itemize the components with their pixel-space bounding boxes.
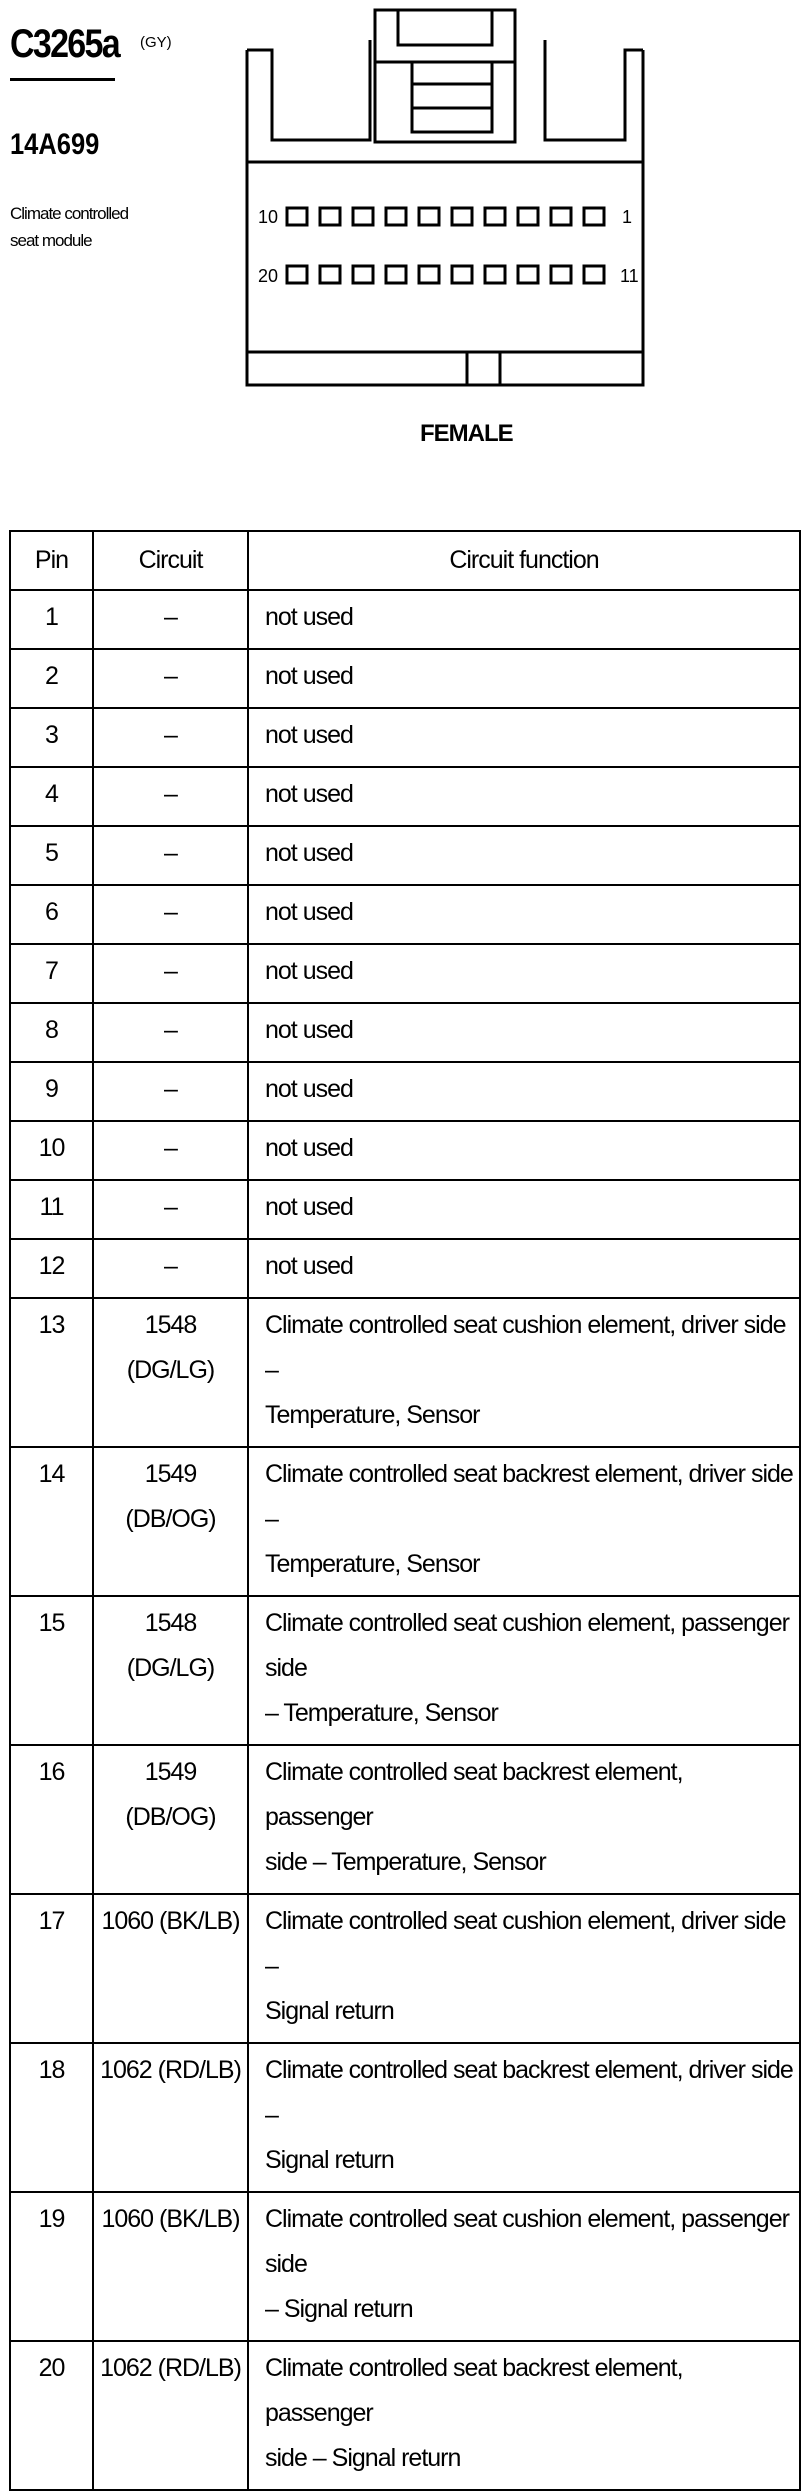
pin-cell (10, 649, 93, 708)
circuit-number: – (164, 1134, 177, 1162)
circuit-cell (93, 1596, 248, 1745)
pin-row-bottom (287, 266, 604, 283)
function-line-1: Climate controlled seat backrest element, passenger (265, 1758, 683, 1831)
pin-cell (10, 1447, 93, 1596)
function-line-2: Signal return (265, 2146, 394, 2174)
circuit-number: – (164, 1193, 177, 1221)
pin-number: 10 (38, 1134, 65, 1162)
table-row (10, 1447, 800, 1596)
function-line-1: not used (265, 721, 353, 749)
table-row (10, 1180, 800, 1239)
pin-cell (10, 2341, 93, 2490)
table-row (10, 1003, 800, 1062)
function-line-1: not used (265, 780, 353, 808)
pin-cell (10, 1745, 93, 1894)
latch-inner (412, 62, 492, 132)
pin-cell (10, 1062, 93, 1121)
function-cell (248, 885, 800, 944)
function-line-1: not used (265, 1016, 353, 1044)
pin-cell (10, 708, 93, 767)
function-cell (248, 1596, 800, 1745)
connector-id: C3265a (10, 22, 119, 66)
circuit-number: – (164, 603, 177, 631)
connector-diagram (0, 0, 811, 400)
pin-number: 15 (38, 1609, 65, 1637)
circuit-number: 1548 (144, 1311, 197, 1339)
function-line-1: Climate controlled seat cushion element, passenger side (265, 1609, 789, 1682)
circuit-number: – (164, 1075, 177, 1103)
circuit-cell (93, 2192, 248, 2341)
pin-number: 12 (38, 1252, 65, 1280)
circuit-number: 1062 (RD/LB) (100, 2354, 241, 2382)
pin-number: 7 (45, 957, 58, 985)
table-row (10, 2192, 800, 2341)
circuit-number: 1549 (144, 1460, 197, 1488)
function-line-2: side – Signal return (265, 2444, 461, 2472)
circuit-cell (93, 1894, 248, 2043)
function-line-1: not used (265, 603, 353, 631)
table-row (10, 885, 800, 944)
description-line-1: Climate controlled (10, 204, 129, 223)
pin-label-top-left: 10 (258, 207, 279, 227)
function-line-2: Temperature, Sensor (265, 1550, 480, 1578)
function-line-1: Climate controlled seat backrest element, driver side – (265, 2056, 793, 2129)
function-line-1: not used (265, 1134, 353, 1162)
right-ear (545, 40, 643, 140)
function-cell (248, 1298, 800, 1447)
left-ear (247, 40, 370, 140)
pin-number: 6 (45, 898, 58, 926)
function-cell (248, 1239, 800, 1298)
function-cell (248, 2341, 800, 2490)
function-cell (248, 1062, 800, 1121)
gender-label: FEMALE (420, 420, 513, 447)
circuit-cell (93, 1062, 248, 1121)
pin-number: 3 (45, 721, 58, 749)
function-line-1: Climate controlled seat cushion element, driver side – (265, 1311, 786, 1384)
circuit-color: (DG/LG) (126, 1356, 215, 1384)
circuit-number: – (164, 957, 177, 985)
table-header-row (10, 531, 800, 590)
pin-cell (10, 2192, 93, 2341)
pin-number: 2 (45, 662, 58, 690)
function-line-1: Climate controlled seat backrest element, driver side – (265, 1460, 793, 1533)
table-row (10, 1745, 800, 1894)
table-row (10, 2341, 800, 2490)
function-cell (248, 1447, 800, 1596)
circuit-number: 1062 (RD/LB) (100, 2056, 241, 2084)
function-line-1: not used (265, 957, 353, 985)
function-line-2: – Signal return (265, 2295, 413, 2323)
function-line-2: side – Temperature, Sensor (265, 1848, 546, 1876)
latch-outer (375, 10, 515, 142)
circuit-cell (93, 767, 248, 826)
pin-number: 11 (39, 1193, 64, 1221)
circuit-number: 1060 (BK/LB) (101, 1907, 240, 1935)
table-row (10, 1121, 800, 1180)
pin-cell (10, 2043, 93, 2192)
pin-number: 4 (45, 780, 58, 808)
circuit-cell (93, 1239, 248, 1298)
circuit-number: – (164, 780, 177, 808)
pin-number: 13 (38, 1311, 65, 1339)
circuit-cell (93, 944, 248, 1003)
pinout-table (9, 530, 801, 2491)
function-line-1: Climate controlled seat cushion element, driver side – (265, 1907, 786, 1980)
function-line-1: not used (265, 662, 353, 690)
pin-number: 14 (38, 1460, 65, 1488)
table-row (10, 1894, 800, 2043)
circuit-number: – (164, 1016, 177, 1044)
table-row (10, 826, 800, 885)
pin-cell (10, 1298, 93, 1447)
circuit-number: 1060 (BK/LB) (101, 2205, 240, 2233)
pin-cell (10, 1239, 93, 1298)
table-row (10, 649, 800, 708)
circuit-color: (DB/OG) (125, 1505, 216, 1533)
table-row (10, 590, 800, 649)
circuit-number: – (164, 839, 177, 867)
pin-row-top (287, 208, 604, 225)
function-line-2: Signal return (265, 1997, 394, 2025)
pin-number: 19 (38, 2205, 65, 2233)
description-line-2: seat module (10, 231, 92, 250)
function-cell (248, 590, 800, 649)
pin-number: 16 (38, 1758, 65, 1786)
function-line-2: Temperature, Sensor (265, 1401, 480, 1429)
circuit-number: 1548 (144, 1609, 197, 1637)
pin-cell (10, 1596, 93, 1745)
pin-cell (10, 767, 93, 826)
circuit-number: – (164, 662, 177, 690)
table-row (10, 1062, 800, 1121)
circuit-number: – (164, 898, 177, 926)
function-cell (248, 1003, 800, 1062)
pin-label-top-right: 1 (622, 207, 633, 227)
pin-cell (10, 1894, 93, 2043)
circuit-cell (93, 2341, 248, 2490)
circuit-cell (93, 1298, 248, 1447)
pin-number: 8 (45, 1016, 58, 1044)
pin-number: 18 (38, 2056, 65, 2084)
function-cell (248, 1894, 800, 2043)
pin-number: 1 (45, 603, 58, 631)
function-line-1: not used (265, 1193, 353, 1221)
pin-cell (10, 1180, 93, 1239)
pin-label-bottom-right: 11 (620, 266, 639, 286)
circuit-color: (DB/OG) (125, 1803, 216, 1831)
function-line-1: not used (265, 839, 353, 867)
header-pin: Pin (10, 531, 93, 590)
table-row (10, 1596, 800, 1745)
function-cell (248, 2192, 800, 2341)
circuit-cell (93, 1180, 248, 1239)
function-cell (248, 826, 800, 885)
connector-color: (GY) (140, 34, 172, 51)
function-line-1: Climate controlled seat cushion element, passenger side (265, 2205, 789, 2278)
table-row (10, 2043, 800, 2192)
circuit-cell (93, 708, 248, 767)
function-line-1: not used (265, 898, 353, 926)
header-circuit: Circuit (93, 531, 248, 590)
circuit-cell (93, 1121, 248, 1180)
circuit-number: 1549 (144, 1758, 197, 1786)
circuit-cell (93, 885, 248, 944)
table-row (10, 1298, 800, 1447)
header-circuit-function: Circuit function (248, 531, 800, 590)
circuit-cell (93, 1745, 248, 1894)
function-line-1: Climate controlled seat backrest element, passenger (265, 2354, 683, 2427)
pin-cell (10, 1121, 93, 1180)
circuit-cell (93, 1447, 248, 1596)
table-row (10, 1239, 800, 1298)
function-cell (248, 2043, 800, 2192)
pin-label-bottom-left: 20 (258, 266, 279, 286)
function-cell (248, 708, 800, 767)
function-cell (248, 944, 800, 1003)
pin-number: 17 (38, 1907, 65, 1935)
function-cell (248, 1745, 800, 1894)
function-cell (248, 1180, 800, 1239)
function-line-1: not used (265, 1075, 353, 1103)
pin-cell (10, 1003, 93, 1062)
part-number: 14A699 (10, 128, 100, 161)
function-cell (248, 1121, 800, 1180)
pin-cell (10, 590, 93, 649)
circuit-number: – (164, 721, 177, 749)
circuit-number: – (164, 1252, 177, 1280)
table-row (10, 767, 800, 826)
function-cell (248, 649, 800, 708)
function-cell (248, 767, 800, 826)
circuit-cell (93, 2043, 248, 2192)
pin-number: 5 (45, 839, 58, 867)
circuit-color: (DG/LG) (126, 1654, 215, 1682)
table-row (10, 944, 800, 1003)
pin-cell (10, 944, 93, 1003)
circuit-cell (93, 1003, 248, 1062)
circuit-cell (93, 649, 248, 708)
pin-cell (10, 885, 93, 944)
pin-cell (10, 826, 93, 885)
function-line-1: not used (265, 1252, 353, 1280)
circuit-cell (93, 590, 248, 649)
pin-number: 20 (38, 2354, 65, 2382)
circuit-cell (93, 826, 248, 885)
pin-number: 9 (45, 1075, 58, 1103)
function-line-2: – Temperature, Sensor (265, 1699, 498, 1727)
table-row (10, 708, 800, 767)
